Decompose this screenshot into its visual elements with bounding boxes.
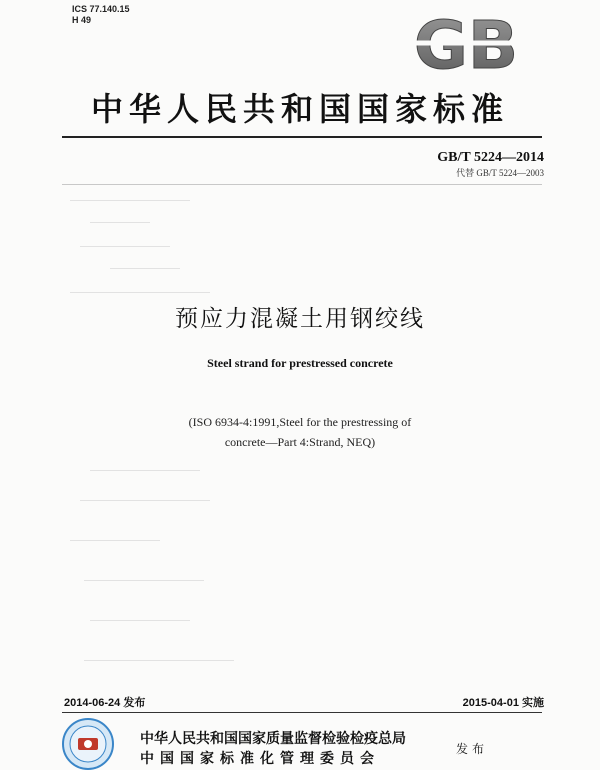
show-through-line — [80, 500, 210, 501]
issue-date: 2014-06-24 发布 — [64, 697, 146, 709]
classification-codes — [72, 4, 130, 26]
show-through-line — [80, 246, 170, 247]
publish-label: 发布 — [456, 742, 489, 756]
show-through-line — [70, 540, 160, 541]
show-through-line — [84, 660, 234, 661]
footer-rule — [62, 712, 542, 713]
iso-reference-line-2: concrete—Part 4:Strand, NEQ) — [224, 435, 376, 449]
show-through-line — [70, 292, 210, 293]
ccs-code: H 49 — [72, 15, 92, 25]
show-through-line — [90, 222, 150, 223]
show-through-line — [90, 470, 200, 471]
show-through-line — [90, 620, 190, 621]
implementation-date: 2015-04-01 实施 — [462, 697, 544, 709]
divider — [62, 184, 542, 185]
ics-code: ICS 77.140.15 — [72, 4, 130, 14]
gb-logo-icon — [404, 10, 528, 76]
iso-reference-line-1: (ISO 6934-4:1991,Steel for the prestressing of — [188, 415, 412, 429]
iso-reference — [60, 412, 540, 452]
header-rule — [62, 136, 542, 138]
issuer-aqsiq: 中华人民共和国国家质量监督检验检疫总局 — [140, 731, 406, 747]
document-title-zh: 预应力混凝土用钢绞线 — [175, 306, 425, 332]
document-title-en: Steel strand for prestressed concrete — [207, 356, 393, 370]
aqsiq-seal-icon — [62, 718, 114, 770]
national-standard-title: 中华人民共和国国家标准 — [90, 90, 509, 128]
show-through-line — [84, 580, 204, 581]
standard-number: GB/T 5224—2014 — [437, 150, 544, 165]
replaces-standard: 代替 GB/T 5224—2003 — [456, 168, 544, 178]
gb-logo-text: GB — [413, 10, 519, 76]
issuer-sac: 中国国家标准化管理委员会 — [140, 751, 380, 767]
show-through-line — [110, 268, 180, 269]
show-through-line — [70, 200, 190, 201]
